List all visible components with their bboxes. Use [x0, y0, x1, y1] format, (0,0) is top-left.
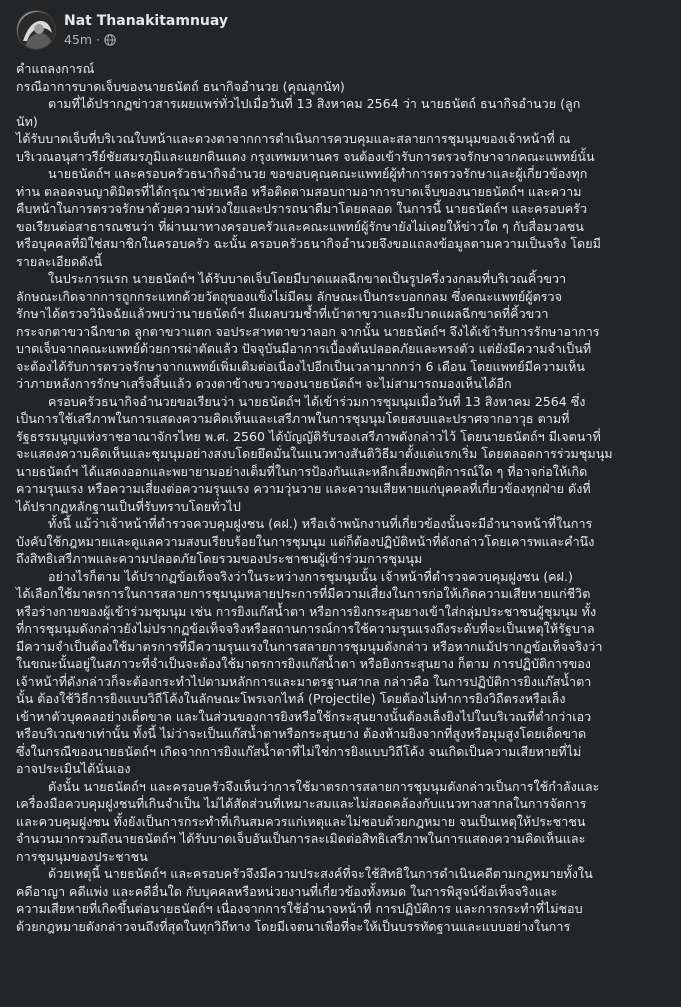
post-header	[16, 10, 228, 50]
post-text-line: เจ้าหน้าที่ดังกล่าวก็จะต้องกระทำไปตามหลักการและมาตรฐานสากล กล่าวคือ ในการปฏิบัติการยิงแก๊สน้ำตา	[16, 673, 592, 689]
post-text-line: นายธนัตถ์ฯ ได้แสดงออกและพยายามอย่างเต็มที่ในการป้องกันและหลีกเลี่ยงพฤติการณ์ใด ๆ ที่อาจก่อให้เกิด	[16, 463, 588, 479]
post-text-line: ครอบครัวธนากิจอำนวยขอเรียนว่า นายธนัตถ์ฯ ได้เข้าร่วมการชุมนุมเมื่อวันที่ 13 สิงหาคม 2564 ซึ่ง	[16, 393, 586, 409]
post-text-line: จะแสดงความคิดเห็นและชุมนุมอย่างสงบโดยยึดมั่นในแนวทางสันติวิธีมาตั้งแต่แรกเริ่ม โดยตลอดการร่วมชุมนุม	[16, 446, 613, 461]
post-text-line: อย่างไรก็ตาม ได้ปรากฏข้อเท็จจริงว่าในระหว่างการชุมนุมนั้น เจ้าหน้าที่ตำรวจควบคุมฝูงชน (คฝ.)	[16, 568, 573, 584]
post-text-line: คืบหน้าในการตรวจรักษาด้วยความห่วงใยและปรารถนาดีมาโดยตลอด ในการนี้ นายธนัตถ์ฯ และครอบครัว	[16, 201, 588, 216]
avatar-image	[17, 11, 56, 50]
author-name[interactable]: Nat Thanakitamnuay	[64, 13, 229, 29]
post-text-line: และควบคุมฝูงชน ทั้งยังเป็นการกระทำที่เกินสมควรแก่เหตุและไม่ชอบด้วยกฎหมาย จนเป็นเหตุให้ประชาชน	[16, 813, 586, 829]
post-meta	[64, 12, 228, 48]
post-subline	[64, 32, 228, 48]
post-text-line: กรณีอาการบาดเจ็บของนายธนัตถ์ ธนากิจอำนวย (คุณลูกนัท)	[16, 78, 345, 94]
post-text-line: ได้เลือกใช้มาตรการในการสลายการชุมนุมหลายประการที่มีความเสี่ยงในการก่อให้เกิดความเสียหายแก่ชีวิต	[16, 586, 591, 601]
globe-icon	[104, 34, 116, 46]
post-text-line: บาดเจ็บจากคณะแพทย์ด้วยการผ่าตัดแล้ว ปัจจุบันมีอาการเบื้องต้นปลอดภัยและทรงตัว แต่ยังมีความจำเป็นที่	[16, 341, 592, 356]
post-text-line: คำแถลงการณ์	[16, 61, 95, 76]
post-text-line: ในขณะนั้นอยู่ในสภาวะที่จำเป็นจะต้องใช้มาตรการยิงแก๊สน้ำตา หรือยิงกระสุนยาง ก็ตาม การปฏิบัติการของ	[16, 656, 591, 671]
post-text-line: ความรุนแรง หรือความเสี่ยงต่อความรุนแรง ความวุ่นวาย และความเสียหายแก่บุคคลที่เกี่ยวข้องทุกฝ่าย ดังที่	[16, 481, 591, 496]
post-text-line: ตามที่ได้ปรากฏข่าวสารเผยแพร่ทั่วไปเมื่อวันที่ 13 สิงหาคม 2564 ว่า นายธนัตถ์ ธนากิจอำนวย (ลูก	[16, 96, 581, 111]
avatar[interactable]	[16, 10, 56, 50]
post-text-line: นัท)	[16, 113, 38, 129]
post-text-line: ทั้งนี้ แม้ว่าเจ้าหน้าที่ตำรวจควบคุมฝูงชน (คฝ.) หรือเจ้าพนักงานที่เกี่ยวข้องนั้นจะมีอำนาจหน้าที่ในการ	[16, 516, 593, 531]
post-text-line: หรือบุคคลที่มิใช่สมาชิกในครอบครัว ฉะนั้น ครอบครัวธนากิจอำนวยจึงขอแถลงข้อมูลตามความเป็นจริง โดยมี	[16, 236, 601, 251]
post-text-line: ได้ปรากฏหลักฐานเป็นที่รับทราบโดยทั่วไป	[16, 498, 241, 514]
post-text-line: รักษาได้ตรวจวินิจฉัยแล้วพบว่านายธนัตถ์ฯ มีแผลบวมช้ำที่เบ้าตาขวาและมีบาดแผลฉีกขาดที่คิ้วขวา	[16, 306, 549, 321]
post-text-line: นายธนัตถ์ฯ และครอบครัวธนากิจอำนวย ขอขอบคุณคณะแพทย์ผู้ทำการตรวจรักษาและผู้เกี่ยวข้องทุก	[16, 166, 588, 181]
post-text-line: กระจกตาขวาฉีกขาด ลูกตาขวาแตก จอประสาทตาขวาลอก จากนั้น นายธนัตถ์ฯ จึงได้เข้ารับการรักษาอาการ	[16, 323, 600, 339]
post-text-line: ซึ่งในกรณีของนายธนัตถ์ฯ เกิดจากการยิงแก๊สน้ำตาที่ไม่ใช่การยิงแบบวิถีโค้ง จนเกิดเป็นความเสียหายที่ไม่	[16, 743, 582, 759]
post-text-line: ท่าน ตลอดจนญาติมิตรที่ได้กรุณาช่วยเหลือ หรือติดตามสอบถามอาการบาดเจ็บของนายธนัตถ์ฯ และความ	[16, 183, 582, 199]
post-text-line: จะต้องได้รับการตรวจรักษาจากแพทย์เพิ่มเติมต่อเนื่องไปอีกเป็นเวลามากกว่า 6 เดือน โดยแพทย์มีความเห็น	[16, 358, 586, 374]
post-text-line: ดังนั้น นายธนัตถ์ฯ และครอบครัวจึงเห็นว่าการใช้มาตรการสลายการชุมนุมดังกล่าวเป็นการใช้กำลังและ	[16, 778, 600, 794]
post-text-line: นั้น ต้องใช้วิธีการยิงแบบวิถีโค้งในลักษณะโพรเจกไทล์ (Projectile) โดยต้องไม่ทำการยิงวิถีตรงหรือเล็ง	[16, 691, 566, 706]
post-text-line: บริเวณอนุสาวรีย์ชัยสมรภูมิและแยกดินแดง กรุงเทพมหานคร จนต้องเข้ารับการตรวจรักษาจากคณะแพทย์นั้น	[16, 148, 595, 164]
post-text-line: มีความจำเป็นต้องใช้มาตรการที่มีความรุนแรงในการสลายการชุมนุมดังกล่าว หรือหากแม้ปรากฏข้อเท็จจริงว่า	[16, 638, 603, 654]
post-text-line: หรือบริเวณขาเท่านั้น ทั้งนี้ ไม่ว่าจะเป็นแก๊สน้ำตาหรือกระสุนยาง ต้องห้ามยิงจากที่สูงหรือมุมสูงโดยเด็ดขาด	[16, 726, 587, 741]
post-text-line: ว่าภายหลังการรักษาเสร็จสิ้นแล้ว ดวงตาข้างขวาของนายธนัตถ์ฯ จะไม่สามารถมองเห็นได้อีก	[16, 376, 512, 391]
post-text-line: ลักษณะเกิดจากการถูกกระแทกด้วยวัตถุของแข็งไม่มีคม ลักษณะเป็นกระบอกกลม ซึ่งคณะแพทย์ผู้ตรวจ	[16, 288, 562, 304]
post-text-line: บังคับใช้กฎหมายและดูแลความสงบเรียบร้อยในการชุมนุม แต่ก็ต้องปฏิบัติหน้าที่ดังกล่าวโดยเคารพและคำนึง	[16, 533, 595, 549]
post-text-line: ที่การชุมนุมดังกล่าวยังไม่ปรากฏข้อเท็จจริงหรือสถานการณ์การใช้ความรุนแรงถึงระดับที่จะเป็นเหตุให้รัฐบาล	[16, 621, 595, 636]
post-text-line: ถึงสิทธิเสรีภาพและความปลอดภัยโดยรวมของประชาชนผู้เข้าร่วมการชุมนุม	[16, 551, 423, 566]
post-text-line: ขอเรียนต่อสาธารณชนว่า ที่ผ่านมาทางครอบครัวและคณะแพทย์ผู้รักษายังไม่เคยให้ข่าวใด ๆ กับสื่อมวลชน	[16, 218, 584, 234]
post-body	[16, 60, 666, 935]
post-text-line: รัฐธรรมนูญแห่งราชอาณาจักรไทย พ.ศ. 2560 ได้บัญญัติรับรองเสรีภาพดังกล่าวไว้ โดยนายธนัตถ์ฯ มีเจตนาที่	[16, 428, 601, 444]
post-text-line: เป็นการใช้เสรีภาพในการแสดงความคิดเห็นและเสรีภาพในการชุมนุมโดยสงบและปราศจากอาวุธ ตามที่	[16, 411, 570, 426]
post-text-line: จำนวนมากรวมถึงนายธนัตถ์ฯ ได้รับบาดเจ็บอันเป็นการละเมิดต่อสิทธิเสรีภาพในการแสดงความคิดเห็นและ	[16, 831, 586, 846]
post-text-line: เข้าหาตัวบุคคลอย่างเด็ดขาด และในส่วนของการยิงหรือใช้กระสุนยางนั้นต้องเล็งยิงไปในบริเวณที่ต่ำกว่าเอว	[16, 708, 592, 724]
post-text-line: การชุมนุมของประชาชน	[16, 848, 148, 864]
post-text-line: หรือร่างกายของผู้เข้าร่วมชุมนุม เช่น การยิงแก๊สน้ำตา หรือการยิงกระสุนยางเข้าใส่กลุ่มประชาชนผู้ชุมนุม ทั้ง	[16, 603, 597, 619]
post-text-line: รายละเอียดดังนี้	[16, 253, 103, 269]
post-time[interactable]: 45m	[64, 32, 93, 47]
post-text-line: ด้วยกฎหมายดังกล่าวจนถึงที่สุดในทุกวิถีทาง โดยมีเจตนาเพื่อที่จะให้เป็นบรรทัดฐานและแบบอย่างในการ	[16, 918, 571, 934]
post-text-line: คดีอาญา คดีแพ่ง และคดีอื่นใด กับบุคคลหรือหน่วยงานที่เกี่ยวข้องทั้งหมด ในการพิสูจน์ข้อเท็จจริงและ	[16, 883, 558, 899]
post-text-line: ด้วยเหตุนี้ นายธนัตถ์ฯ และครอบครัวจึงมีความประสงค์ที่จะใช้สิทธิในการดำเนินคดีตามกฎหมายทั้งใน	[16, 866, 593, 881]
post-text-line: ในประการแรก นายธนัตถ์ฯ ได้รับบาดเจ็บโดยมีบาดแผลฉีกขาดเป็นรูปครึ่งวงกลมที่บริเวณคิ้วขวา	[16, 271, 567, 286]
post-text-line: เครื่องมือควบคุมฝูงชนที่เกินจำเป็น ไม่ได้สัดส่วนที่เหมาะสมและไม่สอดคล้องกับแนวทางสากลในการจัดการ	[16, 796, 587, 811]
post-text-line: ได้รับบาดเจ็บที่บริเวณใบหน้าและดวงตาจากการดำเนินการควบคุมและสลายการชุมนุมของเจ้าหน้าที่ ณ	[16, 131, 571, 146]
post-text-line: อาจประเมินได้นั่นเอง	[16, 761, 131, 776]
post-text-line: ความเสียหายที่เกิดขึ้นต่อนายธนัตถ์ฯ เนื่องจากการใช้อำนาจหน้าที่ การปฏิบัติการ และการกระทำที่ไม่ชอบ	[16, 901, 583, 916]
separator-dot: ·	[96, 32, 101, 47]
